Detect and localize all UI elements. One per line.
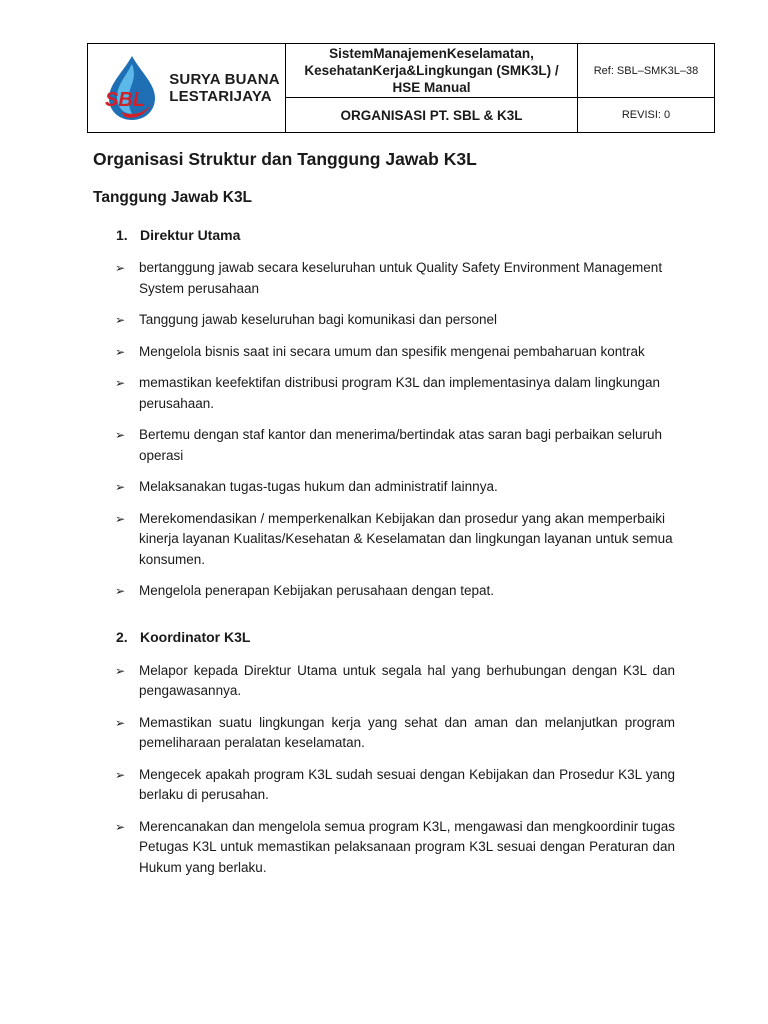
arrow-bullet-icon: ➢ [115,663,126,678]
section-heading-label: Direktur Utama [140,227,241,243]
reference-number: Ref: SBL–SMK3L–38 [578,44,714,98]
section-number: 1. [116,227,128,243]
logo-cell [88,44,286,132]
arrow-bullet-icon: ➢ [115,584,126,598]
company-name [169,71,280,105]
section-heading-direktur [116,226,675,244]
arrow-bullet-icon: ➢ [115,261,126,275]
svg-text:SBL: SBL [105,89,146,111]
list-item: ➢ Bertemu dengan staf kantor dan menerima/bertindak atas saran bagi perbaikan seluruh operasi [115,427,663,463]
list-item: ➢ Memastikan suatu lingkungan kerja yang sehat dan aman dan melanjutkan program pemeliharaan peralatan keselamatan. [115,714,675,750]
document-header [87,43,715,133]
list-item: ➢ Mengelola bisnis saat ini secara umum dan spesifik mengenai pembaharuan kontrak [93,342,675,363]
list-item: ➢ Merencanakan dan mengelola semua program K3L, mengawasi dan mengkoordinir tugas Petugas K3L untuk memastikan pelaksanaan program K3L sesuai dengan Peraturan dan Hukum yang berlaku. [115,818,675,875]
list-item: ➢ Melapor kepada Direktur Utama untuk segala hal yang berhubungan dengan K3L dan pengawasannya. [115,662,675,698]
system-title: SistemManajemenKeselamatan, KesehatanKerja&Lingkungan (SMK3L) / HSE Manual [286,44,578,98]
list-item: ➢ Mengecek apakah program K3L sudah sesuai dengan Kebijakan dan Prosedur K3L yang berlaku di perusahan. [115,766,675,802]
responsibility-list-koordinator [93,661,675,879]
arrow-bullet-icon: ➢ [115,819,126,834]
company-name-line2: LESTARIJAYA [169,88,272,105]
arrow-bullet-icon: ➢ [115,767,126,782]
arrow-bullet-icon: ➢ [115,344,126,359]
section-heading-koordinator [116,628,675,646]
arrow-bullet-icon: ➢ [115,715,126,730]
arrow-bullet-icon: ➢ [115,511,126,526]
page-title: Organisasi Struktur dan Tanggung Jawab K3L [93,149,477,169]
list-item: ➢ Mengelola penerapan Kebijakan perusahaan dengan tepat. [93,581,675,602]
list-item: ➢ bertanggung jawab secara keseluruhan untuk Quality Safety Environment Management System perusahaan [115,260,663,296]
list-item: ➢ memastikan keefektifan distribusi program K3L dan implementasinya dalam lingkungan perusahaan. [115,375,661,411]
arrow-bullet-icon: ➢ [115,428,126,442]
list-item: ➢ Melaksanakan tugas-tugas hukum dan administratif lainnya. [93,477,675,498]
revision-number: REVISI: 0 [621,109,671,121]
section-title: Tanggung Jawab K3L [93,189,253,206]
section-number: 2. [116,628,128,645]
list-item: ➢ Merekomendasikan / memperkenalkan Kebijakan dan prosedur yang akan memperbaiki kinerja layanan Kualitas/Kesehatan & Keselamatan dan lingkungan layanan untuk semua konsumen. [115,510,673,567]
water-drop-logo-icon [101,54,163,122]
document-body [93,148,675,878]
arrow-bullet-icon: ➢ [115,376,126,390]
arrow-bullet-icon: ➢ [115,480,126,494]
company-name-line1: SURYA BUANA [169,71,280,88]
list-item: ➢ Tanggung jawab keseluruhan bagi komunikasi dan personel [93,310,675,331]
organization-title: ORGANISASI PT. SBL & K3L [286,98,578,132]
arrow-bullet-icon: ➢ [115,313,126,327]
company-logo [101,54,280,122]
responsibility-list-direktur [93,258,675,602]
section-heading-label: Koordinator K3L [140,628,251,645]
